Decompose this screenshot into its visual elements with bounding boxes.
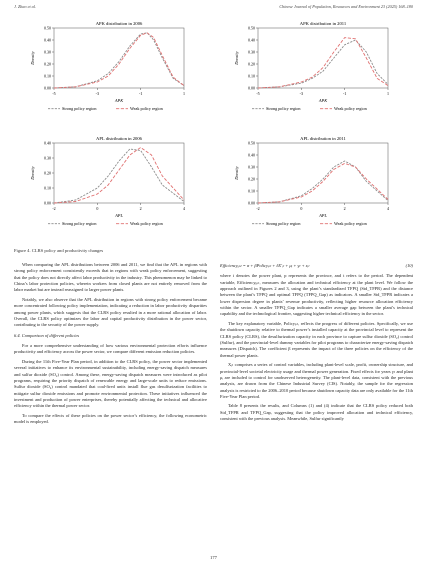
plot-frame	[258, 143, 388, 203]
y-tick-label: 0.10	[44, 73, 51, 79]
y-tick-label: 0.20	[248, 176, 255, 182]
y-axis-label: Density	[234, 51, 239, 65]
x-tick-label: -5	[256, 91, 260, 96]
legend-label: Strong policy region	[62, 221, 97, 226]
y-tick-label: 0.50	[248, 140, 255, 146]
y-tick-label: 0.20	[44, 170, 51, 176]
plot-frame	[258, 28, 388, 88]
y-tick-label: 0.00	[248, 85, 255, 91]
y-tick-label: 0.40	[248, 152, 255, 158]
weak-policy-series-line	[54, 148, 184, 204]
y-tick-label: 0.40	[248, 37, 255, 43]
y-tick-label: 0.50	[44, 25, 51, 31]
chart-apk-2006	[20, 18, 200, 128]
chart-panel-1	[20, 18, 200, 128]
x-tick-label: 0	[300, 206, 303, 211]
paragraph: Table 8 presents the results, and Columns (1) and (4) indicate that the CLRS policy reduced both Std_TFPR and TFPQ_Gap, suggesting that the policy improved allocation and technical efficiency, consistent with the previous analysis. Meanwhile, Sulfur significantly	[220, 403, 413, 422]
equation: Efficiencyᵢₚₜ = α + βPolicyₚₜ + δX′ᵢₜ + μᵢ + γₜ + εᵢₜ	[220, 263, 310, 268]
y-tick-label: 0.50	[248, 25, 255, 31]
x-tick-label: -1	[342, 91, 347, 96]
x-tick-label: -2	[52, 206, 56, 211]
y-tick-label: 0.00	[44, 200, 51, 206]
weak-policy-series-line	[258, 38, 388, 88]
equation-number: (10)	[405, 263, 413, 268]
y-tick-label: 0.10	[248, 188, 255, 194]
y-tick-label: 0.30	[248, 49, 255, 55]
chart-panel-4	[224, 133, 404, 243]
x-tick-label: 4	[387, 206, 389, 211]
x-axis-label: APL	[115, 213, 123, 218]
y-tick-label: 0.00	[44, 85, 51, 91]
y-tick-label: 0.30	[44, 49, 51, 55]
chart-apl-2006	[20, 133, 200, 243]
paragraph: where i denotes the power plant, p represents the province, and t refers to the period. The dependent variable, Efficiencyᵢₚₜ, measures the allocation and technical efficiency at the plant level. We follow the approach outlined in Figures 2 and 3, using the plant’s standardized TFPQ (Std_TFPR) and the distance between the plant’s TFPQ and optimal TFPQ (TFPQ_Gap) as indicators. A smaller Std_TFPR indicates a lower dispersion degree in plants’ revenue productivity, reflecting higher resource allocation efficiency within the sector. A smaller TFPQ_Gap indicates a smaller average gap between the plant’s technical capability and the technological frontier, suggesting higher technical efficiency in the sector.	[220, 273, 413, 317]
y-tick-label: 0.40	[44, 140, 51, 146]
paragraph: When comparing the APL distributions between 2006 and 2011, we find that the APL in regions with strong policy enforcement consistently exceeds that in regions with weak policy enforcement, suggesting that the policy does not directly affect labor productivity in the industry. This phenomenon may be linked to China’s labor protection policies, wherein workers from closed plants are not entirely removed from the labor market but are instead reassigned to larger power plants.	[14, 262, 207, 293]
x-tick-label: -1	[138, 91, 143, 96]
left-column	[14, 262, 207, 429]
y-tick-label: 0.20	[44, 61, 51, 67]
paragraph: For a more comprehensive understanding of how various environmental protection efforts influence productivity and efficiency across the power sector, we compare different emission reduction policies.	[14, 342, 207, 355]
equation-block	[220, 263, 413, 269]
x-tick-label: -3	[299, 91, 304, 96]
x-tick-label: 2	[139, 206, 142, 211]
paragraph: The key explanatory variable, Policyₚₜ, reflects the progress of different policies. Specifically, we use the shutdown capacity relative to thermal power’s installed capacity at the provincial level to represent the CLRS policy (CLRS), the desulfurization capacity in each province to capture sulfur dioxide (SO₂) control (Sulfur), and the provincial-level dummy variables for pilot programs to characterize energy-saving dispatch measures (Dispatch). The coefficient β represents the impact of the three policies on the efficiency of the thermal power plants.	[220, 320, 413, 358]
legend-label: Weak policy region	[130, 221, 163, 226]
x-tick-label: 1	[387, 91, 389, 96]
legend-label: Weak policy region	[334, 221, 367, 226]
strong-policy-series-line	[258, 40, 388, 88]
chart-title: APL distribution in 2011	[300, 136, 346, 141]
x-tick-label: -2	[256, 206, 260, 211]
y-axis-label: Density	[234, 166, 239, 180]
right-column	[220, 262, 413, 426]
strong-policy-series-line	[54, 149, 184, 203]
section-heading: 6.4. Comparison of different policies	[14, 332, 80, 338]
figure-caption: Figure 4. CLRS policy and productivity changes	[14, 248, 104, 253]
running-head-journal: Chinese Journal of Population, Resources and Environment 23 (2025) 168–180	[279, 4, 413, 9]
x-tick-label: 4	[183, 206, 185, 211]
legend-label: Weak policy region	[334, 106, 367, 111]
plot-frame	[54, 28, 184, 88]
chart-panel-3	[20, 133, 200, 243]
strong-policy-series-line	[54, 33, 184, 88]
y-tick-label: 0.10	[248, 73, 255, 79]
x-axis-label: APK	[114, 98, 124, 103]
chart-panel-2	[224, 18, 404, 128]
chart-title: APK distribution in 2006	[95, 21, 143, 26]
page-number: 177	[210, 555, 217, 560]
legend-label: Weak policy region	[130, 106, 163, 111]
paragraph: To compare the effects of these policies on the power sector’s efficiency, the following econometric model is employed.	[14, 412, 207, 425]
plot-frame	[54, 143, 184, 203]
chart-title: APL distribution in 2006	[96, 136, 142, 141]
x-tick-label: -3	[95, 91, 100, 96]
legend-label: Strong policy region	[266, 106, 301, 111]
y-axis-label: Density	[30, 51, 35, 65]
legend-label: Strong policy region	[266, 221, 301, 226]
y-tick-label: 0.20	[248, 61, 255, 67]
y-tick-label: 0.00	[248, 200, 255, 206]
paragraph: Notably, we also observe that the APL distribution in regions with strong policy enforcement became more concentrated following policy implementation, indicating a reduction in labor productivity disparities among power plants, which suggests that the CLRS policy resulted in a more rational allocation of labor. Overall, the CLRS policy optimizes the labor and capital productivity distribution in the power sector, contributing to the security of the power supply.	[14, 296, 207, 328]
chart-apl-2011	[224, 133, 404, 243]
paragraph: During the 11th Five-Year Plan period, in addition to the CLRS policy, the power sector implemented several initiatives to enhance its environmental sustainability, including energy-saving dispatch measures and sulfur dioxide (SO₂) control. Among these, energy-saving dispatch measures were introduced as pilot programs, requiring the priority dispatch of renewable energy and large-scale units to reduce emissions. Sulfur dioxide (SO₂) control mandated that coal-fired units install flue gas desulfurization facilities to mitigate sulfur dioxide emissions and promote environmental protection. These initiatives influenced the investment and production of power enterprises, thereby potentially affecting the technical and allocative efficiency within the thermal power sector.	[14, 358, 207, 409]
weak-policy-series-line	[54, 33, 184, 88]
y-tick-label: 0.30	[248, 164, 255, 170]
x-axis-label: APK	[318, 98, 328, 103]
y-tick-label: 0.10	[44, 185, 51, 191]
x-tick-label: 2	[343, 206, 346, 211]
x-tick-label: 1	[183, 91, 185, 96]
paragraph: Xᵢₜ comprises a series of control variables, including plant-level scale, profit, ownership structure, and provincial-level societal electricity usage and thermal power generation. Fixed effects for years γₜ and plant μᵢ are included to control for unobserved heterogeneity. The plant-level data, consistent with the previous analysis, are drawn from the Chinese Industrial Survey (CIS). Notably, the sample for the regression analysis is restricted to the 2006–2010 period because shutdown capacity data are only available for the 11th Five-Year Plan period.	[220, 362, 413, 399]
x-tick-label: 0	[96, 206, 99, 211]
running-head-authors: J. Zhao et al.	[14, 4, 36, 9]
chart-title: APK distribution in 2011	[299, 21, 347, 26]
x-axis-label: APL	[319, 213, 327, 218]
y-axis-label: Density	[30, 166, 35, 180]
legend-label: Strong policy region	[62, 106, 97, 111]
x-tick-label: -5	[52, 91, 56, 96]
y-tick-label: 0.30	[44, 155, 51, 161]
y-tick-label: 0.40	[44, 37, 51, 43]
chart-apk-2011	[224, 18, 404, 128]
